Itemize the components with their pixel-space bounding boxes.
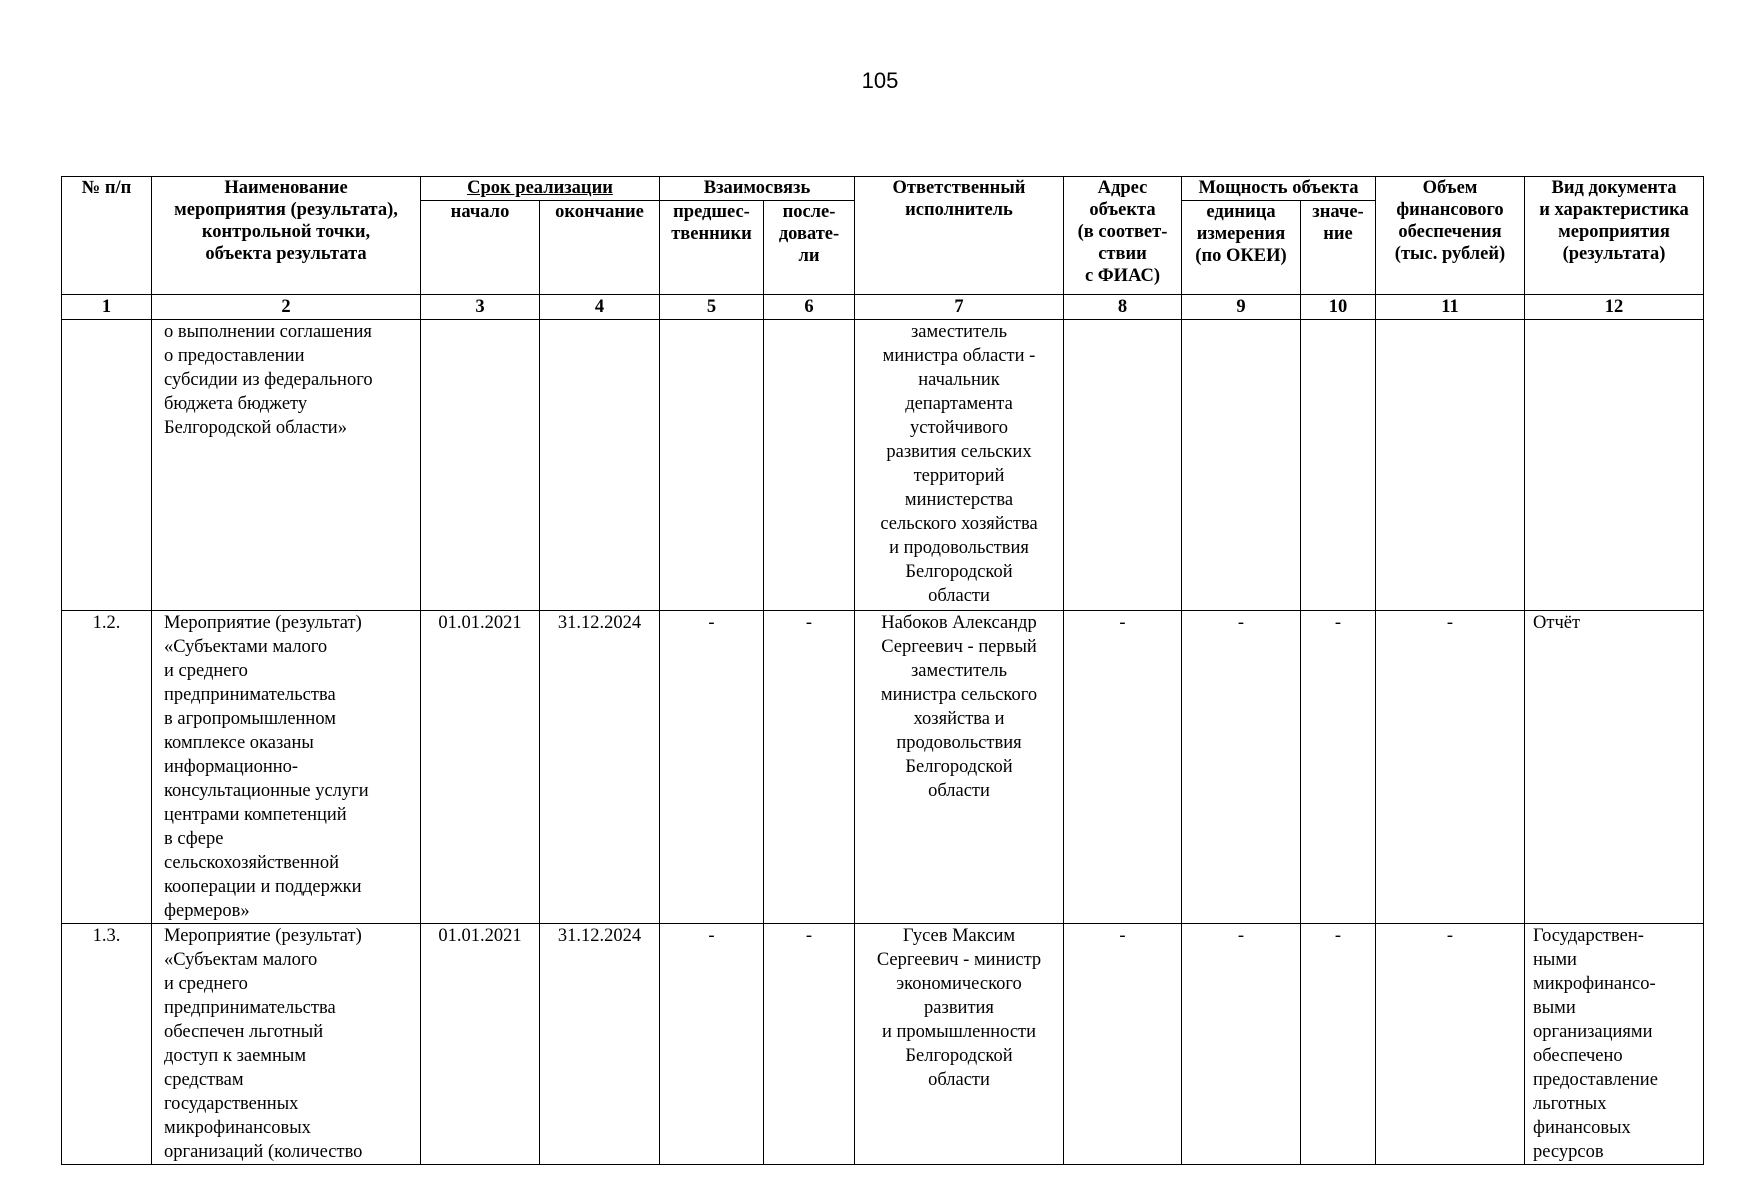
header-end: окончание [540, 201, 660, 295]
column-number: 4 [540, 295, 660, 320]
column-number: 12 [1525, 295, 1704, 320]
plan-table [61, 176, 1704, 1165]
header-num: № п/п [62, 177, 152, 295]
row-value: - [1301, 924, 1376, 1165]
header-unit: единица измерения (по ОКЕИ) [1182, 201, 1301, 295]
header-vzaim-group: Взаимосвязь [660, 177, 855, 201]
table-row [62, 320, 1704, 611]
column-number: 5 [660, 295, 764, 320]
header-srok-group: Срок реализации [421, 177, 660, 201]
row-predecessors [660, 320, 764, 611]
row-end: 31.12.2024 [540, 611, 660, 924]
row-finance [1376, 320, 1525, 611]
column-number: 7 [855, 295, 1064, 320]
row-value: - [1301, 611, 1376, 924]
row-value [1301, 320, 1376, 611]
row-responsible: заместитель министра области - начальник департамента устойчивого развития сельских территорий министерства сельского хозяйства и продовольствия Белгородской области [855, 320, 1064, 611]
header-name: Наименование мероприятия (результата), контрольной точки, объекта результата [152, 177, 421, 295]
row-doc-type: Государствен- ными микрофинансо- выми организациями обеспечено предоставление льготных финансовых ресурсов [1525, 924, 1704, 1165]
table-row [62, 924, 1704, 1165]
column-number: 10 [1301, 295, 1376, 320]
header-doc-type: Вид документа и характеристика мероприятия (результата) [1525, 177, 1704, 295]
header-responsible: Ответственный исполнитель [855, 177, 1064, 295]
row-doc-type [1525, 320, 1704, 611]
row-predecessors: - [660, 611, 764, 924]
header-start: начало [421, 201, 540, 295]
row-successors: - [764, 924, 855, 1165]
header-predecessors: предшес- твенники [660, 201, 764, 295]
row-unit: - [1182, 611, 1301, 924]
column-number: 1 [62, 295, 152, 320]
row-number: 1.3. [62, 924, 152, 1165]
row-successors: - [764, 611, 855, 924]
column-number: 6 [764, 295, 855, 320]
row-start [421, 320, 540, 611]
column-number: 2 [152, 295, 421, 320]
row-number [62, 320, 152, 611]
header-finance: Объем финансового обеспечения (тыс. рублей) [1376, 177, 1525, 295]
row-end [540, 320, 660, 611]
column-number: 9 [1182, 295, 1301, 320]
row-responsible: Гусев Максим Сергеевич - министр экономического развития и промышленности Белгородской области [855, 924, 1064, 1165]
row-address: - [1064, 924, 1182, 1165]
row-doc-type: Отчёт [1525, 611, 1704, 924]
page-number: 105 [861, 68, 899, 93]
row-responsible: Набоков Александр Сергеевич - первый заместитель министра сельского хозяйства и продовольствия Белгородской области [855, 611, 1064, 924]
column-number: 11 [1376, 295, 1525, 320]
row-unit [1182, 320, 1301, 611]
row-name: о выполнении соглашения о предоставлении субсидии из федерального бюджета бюджету Белгородской области» [152, 320, 421, 611]
table-row [62, 611, 1704, 924]
row-address [1064, 320, 1182, 611]
header-moshch-group: Мощность объекта [1182, 177, 1376, 201]
header-address: Адрес объекта (в соответ- ствии с ФИАС) [1064, 177, 1182, 295]
row-address: - [1064, 611, 1182, 924]
row-finance: - [1376, 611, 1525, 924]
row-finance: - [1376, 924, 1525, 1165]
header-successors: после- довате- ли [764, 201, 855, 295]
row-end: 31.12.2024 [540, 924, 660, 1165]
row-unit: - [1182, 924, 1301, 1165]
header-value: значе- ние [1301, 201, 1376, 295]
row-predecessors: - [660, 924, 764, 1165]
row-name: Мероприятие (результат) «Субъектам малого и среднего предпринимательства обеспечен льготный доступ к заемным средствам государственных микрофинансовых организаций (количество [152, 924, 421, 1165]
row-start: 01.01.2021 [421, 924, 540, 1165]
row-name: Мероприятие (результат) «Субъектами малого и среднего предпринимательства в агропромышленном комплексе оказаны информационно- консультационные услуги центрами компетенций в сфере сельскохозяйственной кооперации и поддержки фермеров» [152, 611, 421, 924]
column-number: 3 [421, 295, 540, 320]
row-successors [764, 320, 855, 611]
column-number-row [62, 295, 1704, 320]
row-number: 1.2. [62, 611, 152, 924]
row-start: 01.01.2021 [421, 611, 540, 924]
column-number: 8 [1064, 295, 1182, 320]
